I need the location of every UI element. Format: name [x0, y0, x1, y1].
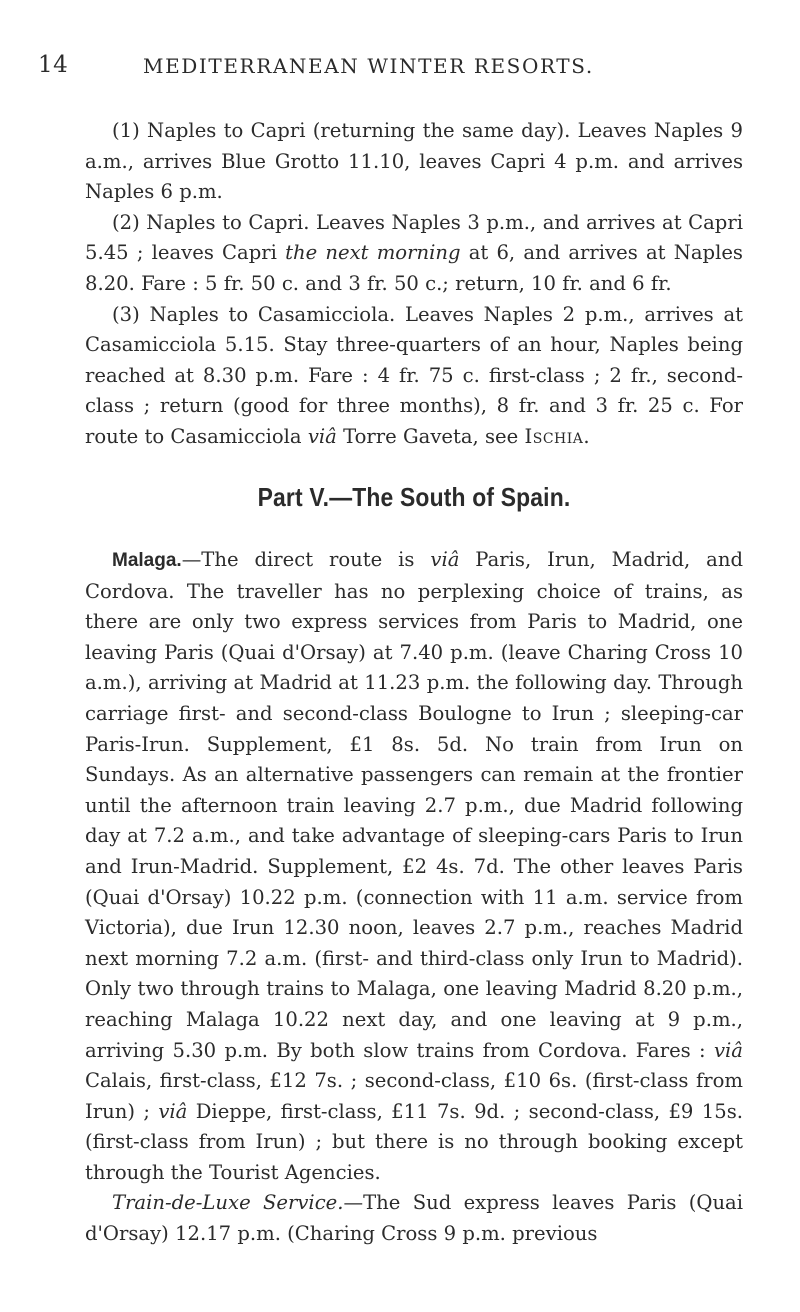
excursion-2-italic: the next morning — [285, 241, 461, 265]
excursion-3-italic: viâ — [307, 424, 337, 448]
malaga-via-1: viâ — [430, 548, 460, 571]
malaga-run-in-heading: Malaga. — [112, 550, 182, 571]
excursion-2-text-a: (2) Naples to Capri. Leaves Naples 3 p.m., and arrives at Capri 5.45 ; leaves Capri — [85, 210, 743, 265]
malaga-via-3: viâ — [158, 1099, 188, 1123]
excursion-2-text-b: at 6, and arrives at Naples 8.20. Fare : 5 fr. 50 c. and 3 fr. 50 c.; return, 10 fr. and 6 fr. — [85, 241, 743, 295]
malaga-via-2: viâ — [713, 1038, 743, 1062]
capri-excursions — [85, 116, 743, 453]
excursion-1-text: (1) Naples to Capri (returning the same day). Leaves Naples 9 a.m., arrives Blue Grotto 11.10, leaves Capri 4 p.m. and arrives Naples 6 p.m. — [85, 119, 743, 204]
malaga-text-1: —The direct route is — [181, 548, 431, 571]
malaga-paragraph — [85, 545, 743, 1188]
train-de-luxe-text: —The Sud express leaves Paris (Quai d'Orsay) 12.17 p.m. (Charing Cross 9 p.m. previous — [85, 1191, 744, 1246]
train-de-luxe-paragraph — [85, 1188, 743, 1249]
train-de-luxe-title: Train-de-Luxe Service. — [112, 1191, 344, 1215]
excursion-3-text-b: Torre Gaveta, see — [336, 424, 525, 448]
page-number: 14 — [38, 52, 69, 78]
part-heading: Part V.—The South of Spain. — [257, 482, 571, 512]
running-head — [38, 52, 744, 82]
excursion-1 — [85, 116, 743, 208]
ischia-cross-reference: Ischia — [524, 424, 584, 448]
excursion-2 — [85, 208, 743, 300]
excursion-3-text-c: . — [583, 424, 590, 448]
malaga-section — [85, 545, 743, 1250]
running-title: MEDITERRANEAN WINTER RESORTS. — [143, 54, 594, 78]
malaga-text-3: Calais, first-class, £12 7s. ; second-class, £10 6s. (first-class from Irun) ; — [85, 1069, 743, 1123]
malaga-text-2: Paris, Irun, Madrid, and Cordova. The traveller has no perplexing choice of trains, as there are only two express services from Paris to Madrid, one leaving Paris (Quai d'Orsay) at 7.40 p.m. (leave Charing Cross 10 a.m.), arriving at Madrid at 11.23 p.m. the following day. Through carriage first- and second-class Boulogne to Irun ; sleeping-car Paris-Irun. Supplement, £1 8s. 5d. No train from Irun on Sundays. As an alternative passengers can remain at the frontier until the afternoon train leaving 2.7 p.m., due Madrid following day at 7.2 a.m., and take advantage of sleeping-cars Paris to Irun and Irun-Madrid. Supplement, £2 4s. 7d. The other leaves Paris (Quai d'Orsay) 10.22 p.m. (connection with 11 a.m. service from Victoria), due Irun 12.30 noon, leaves 2.7 p.m., reaches Madrid next morning 7.2 a.m. (first- and third-class only Irun to Madrid). Only two through trains to Malaga, one leaving Madrid 8.20 p.m., reaching Malaga 10.22 next day, and one leaving at 9 p.m., arriving 5.30 p.m. By both slow trains from Cordova. Fares : — [85, 548, 744, 1062]
excursion-3-text-a: (3) Naples to Casamicciola. Leaves Naples 2 p.m., arrives at Casamicciola 5.15. Stay three-quarters of an hour, Naples being reached at 8.30 p.m. Fare : 4 fr. 75 c. first-class ; 2 fr., second-class ; return (good for three months), 8 fr. and 3 fr. 25 c. For route to Casamicciola — [85, 302, 743, 448]
excursion-3 — [85, 300, 743, 453]
malaga-text-4: Dieppe, first-class, £11 7s. 9d. ; second-class, £9 15s. (first-class from Irun) ; but there is no through booking except through the Tourist Agencies. — [85, 1099, 743, 1184]
